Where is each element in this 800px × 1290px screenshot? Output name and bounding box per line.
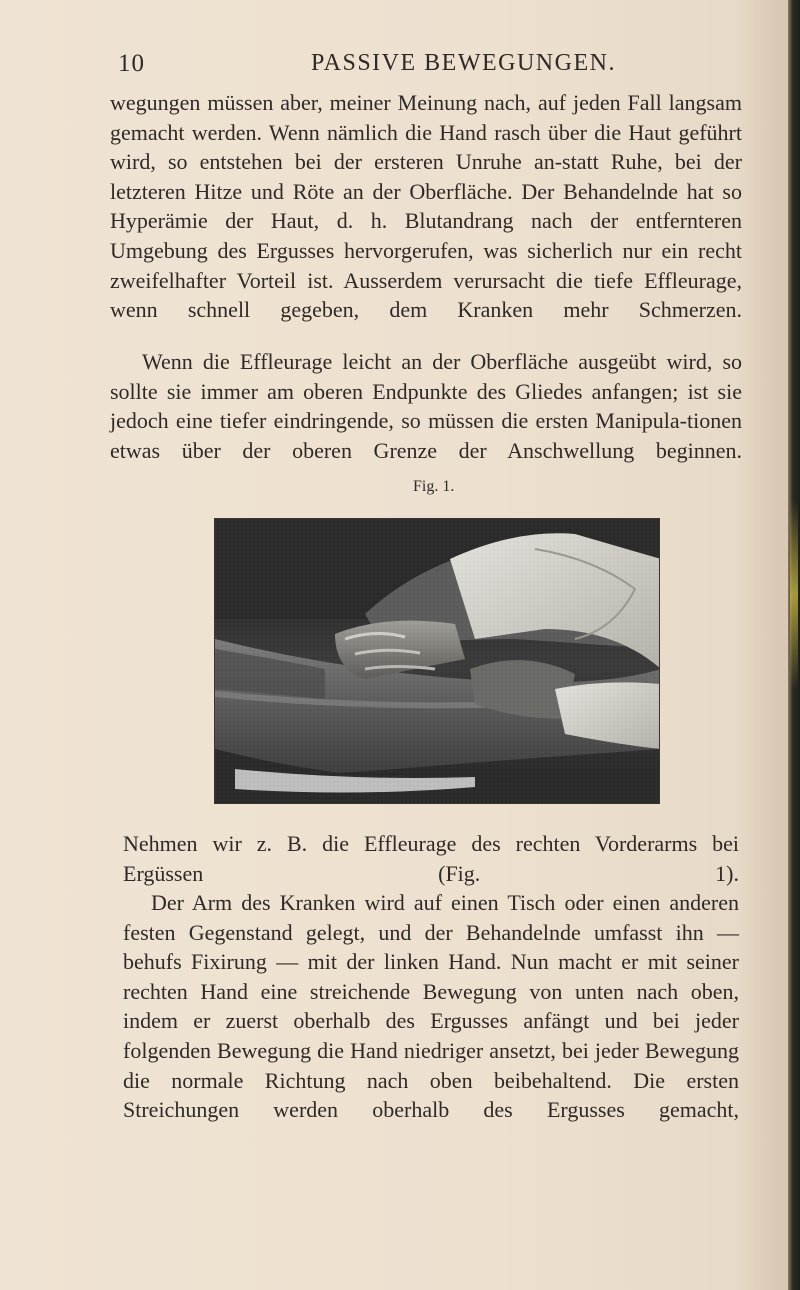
figure-image-forearm-effleurage (214, 518, 660, 804)
paragraph-3: Nehmen wir z. B. die Effleurage des rechten Vorderarms bei Ergüssen (Fig. 1). (123, 831, 739, 886)
edge-tint (790, 500, 798, 690)
paragraph-2: Wenn die Effleurage leicht an der Oberfläche ausgeübt wird, so sollte sie immer am oberen Endpunkte des Gliedes anfangen; ist sie jedoch eine tiefer eindringende, so müssen die ersten Manipula-tionen etwas über der oberen Grenze der Anschwellung beginnen. (110, 349, 742, 463)
figure-caption: Fig. 1. (413, 478, 455, 495)
page-number: 10 (118, 50, 145, 77)
paragraph-1: wegungen müssen aber, meiner Meinung nach, auf jeden Fall langsam gemacht werden. Wenn nämlich die Hand rasch über die Haut geführt wird, so entstehen bei der ersteren Unruhe an-statt Ruhe, bei der letzteren Hitze und Röte an der Oberfläche. Der Behandelnde hat so Hyperämie der Haut, d. h. Blutandrang nach der entfernteren Umgebung des Ergusses hervorgerufen, was sicherlich nur ein recht zweifelhafter Vorteil ist. Ausserdem verursacht die tiefe Effleurage, wenn schnell gegeben, dem Kranken mehr Schmerzen. (110, 90, 742, 323)
running-head: PASSIVE BEWEGUNGEN. (311, 50, 616, 76)
paragraph-4: Der Arm des Kranken wird auf einen Tisch oder einen anderen festen Gegenstand gelegt, und der Behandelnde umfasst ihn — behufs Fixirung — mit der linken Hand. Nun macht er mit seiner rechten Hand eine streichende Bewegung von unten nach oben, indem er zuerst oberhalb des Ergusses anfängt und bei jeder folgenden Bewegung die Hand niedriger ansetzt, bei jeder Bewegung die normale Richtung nach oben beibehaltend. Die ersten Streichungen werden oberhalb des Ergusses gemacht, (123, 890, 739, 1123)
